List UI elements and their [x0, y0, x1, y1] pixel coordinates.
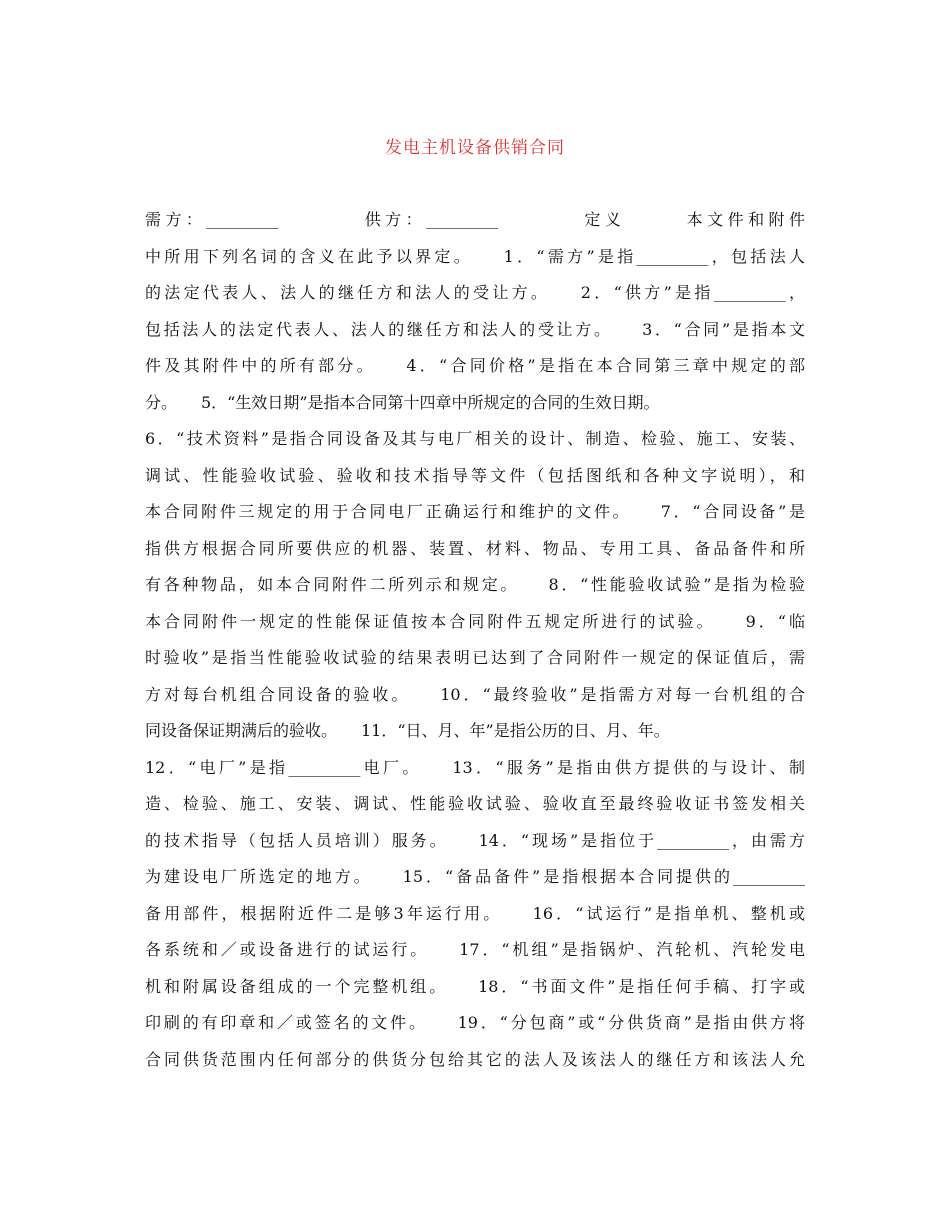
body-line: 中所用下列名词的含义在此予以界定。 1．“需方”是指_________，包括法人 [145, 246, 805, 266]
body-line: 件及其附件中的所有部分。 4．“合同价格”是指在本合同第三章中规定的部 [145, 356, 805, 375]
body-line: 为建设电厂所选定的地方。 15．“备品备件”是指根据本合同提供的_________ [145, 867, 805, 886]
body-line: 本合同附件三规定的用于合同电厂正确运行和维护的文件。 7．“合同设备”是 [145, 502, 805, 521]
body-line: 方对每台机组合同设备的验收。 10．“最终验收”是指需方对每一台机组的合 [145, 684, 805, 704]
body-line: 造、检验、施工、安装、调试、性能验收试验、验收直至最终验收证书签发相关 [145, 794, 805, 813]
body-line: 各系统和／或设备进行的试运行。 17．“机组”是指锅炉、汽轮机、汽轮发电 [145, 940, 805, 959]
body-line: 调试、性能验收试验、验收和技术指导等文件（包括图纸和各种文字说明），和 [145, 465, 805, 485]
body-line: 机和附属设备组成的一个完整机组。 18．“书面文件”是指任何手稿、打字或 [145, 976, 805, 996]
body-line: 合同供货范围内任何部分的供货分包给其它的法人及该法人的继任方和该法人允 [145, 1049, 805, 1069]
body-line: 指供方根据合同所要供应的机器、装置、材料、物品、专用工具、备品备件和所 [145, 538, 805, 558]
body-line: 12．“电厂”是指_________电厂。 13．“服务”是指由供方提供的与设计、制 [145, 757, 805, 777]
body-line: 有各种物品，如本合同附件二所列示和规定。 8．“性能验收试验”是指为检验 [145, 575, 805, 594]
body-line: 包括法人的法定代表人、法人的继任方和法人的受让方。 3．“合同”是指本文 [145, 319, 805, 339]
body-line: 的技术指导（包括人员培训）服务。 14．“现场”是指位于_________，由需方 [145, 830, 805, 850]
document-title: 发电主机设备供销合同 [385, 138, 565, 158]
body-line: 6．“技术资料”是指合同设备及其与电厂相关的设计、制造、检验、施工、安装、 [145, 429, 805, 448]
body-line: 本合同附件一规定的性能保证值按本合同附件五规定所进行的试验。 9．“临 [145, 611, 805, 631]
body-line: 需方：_________ 供方：_________ 定义 本文件和附件 [145, 210, 805, 229]
body-line: 印刷的有印章和／或签名的文件。 19．“分包商”或“分供货商”是指由供方将 [145, 1013, 805, 1032]
body-line: 同设备保证期满后的验收。 11．“日、月、年”是指公历的日、月、年。 [145, 721, 670, 740]
document-body [145, 206, 805, 1082]
body-line: 时验收”是指当性能验收试验的结果表明已达到了合同附件一规定的保证值后，需 [145, 648, 805, 667]
body-line: 备用部件，根据附近件二是够3年运行用。 16．“试运行”是指单机、整机或 [145, 903, 805, 923]
body-line: 分。 5．“生效日期”是指本合同第十四章中所规定的合同的生效日期。 [145, 392, 660, 412]
body-line: 的法定代表人、法人的继任方和法人的受让方。 2．“供方”是指_________， [145, 283, 805, 302]
